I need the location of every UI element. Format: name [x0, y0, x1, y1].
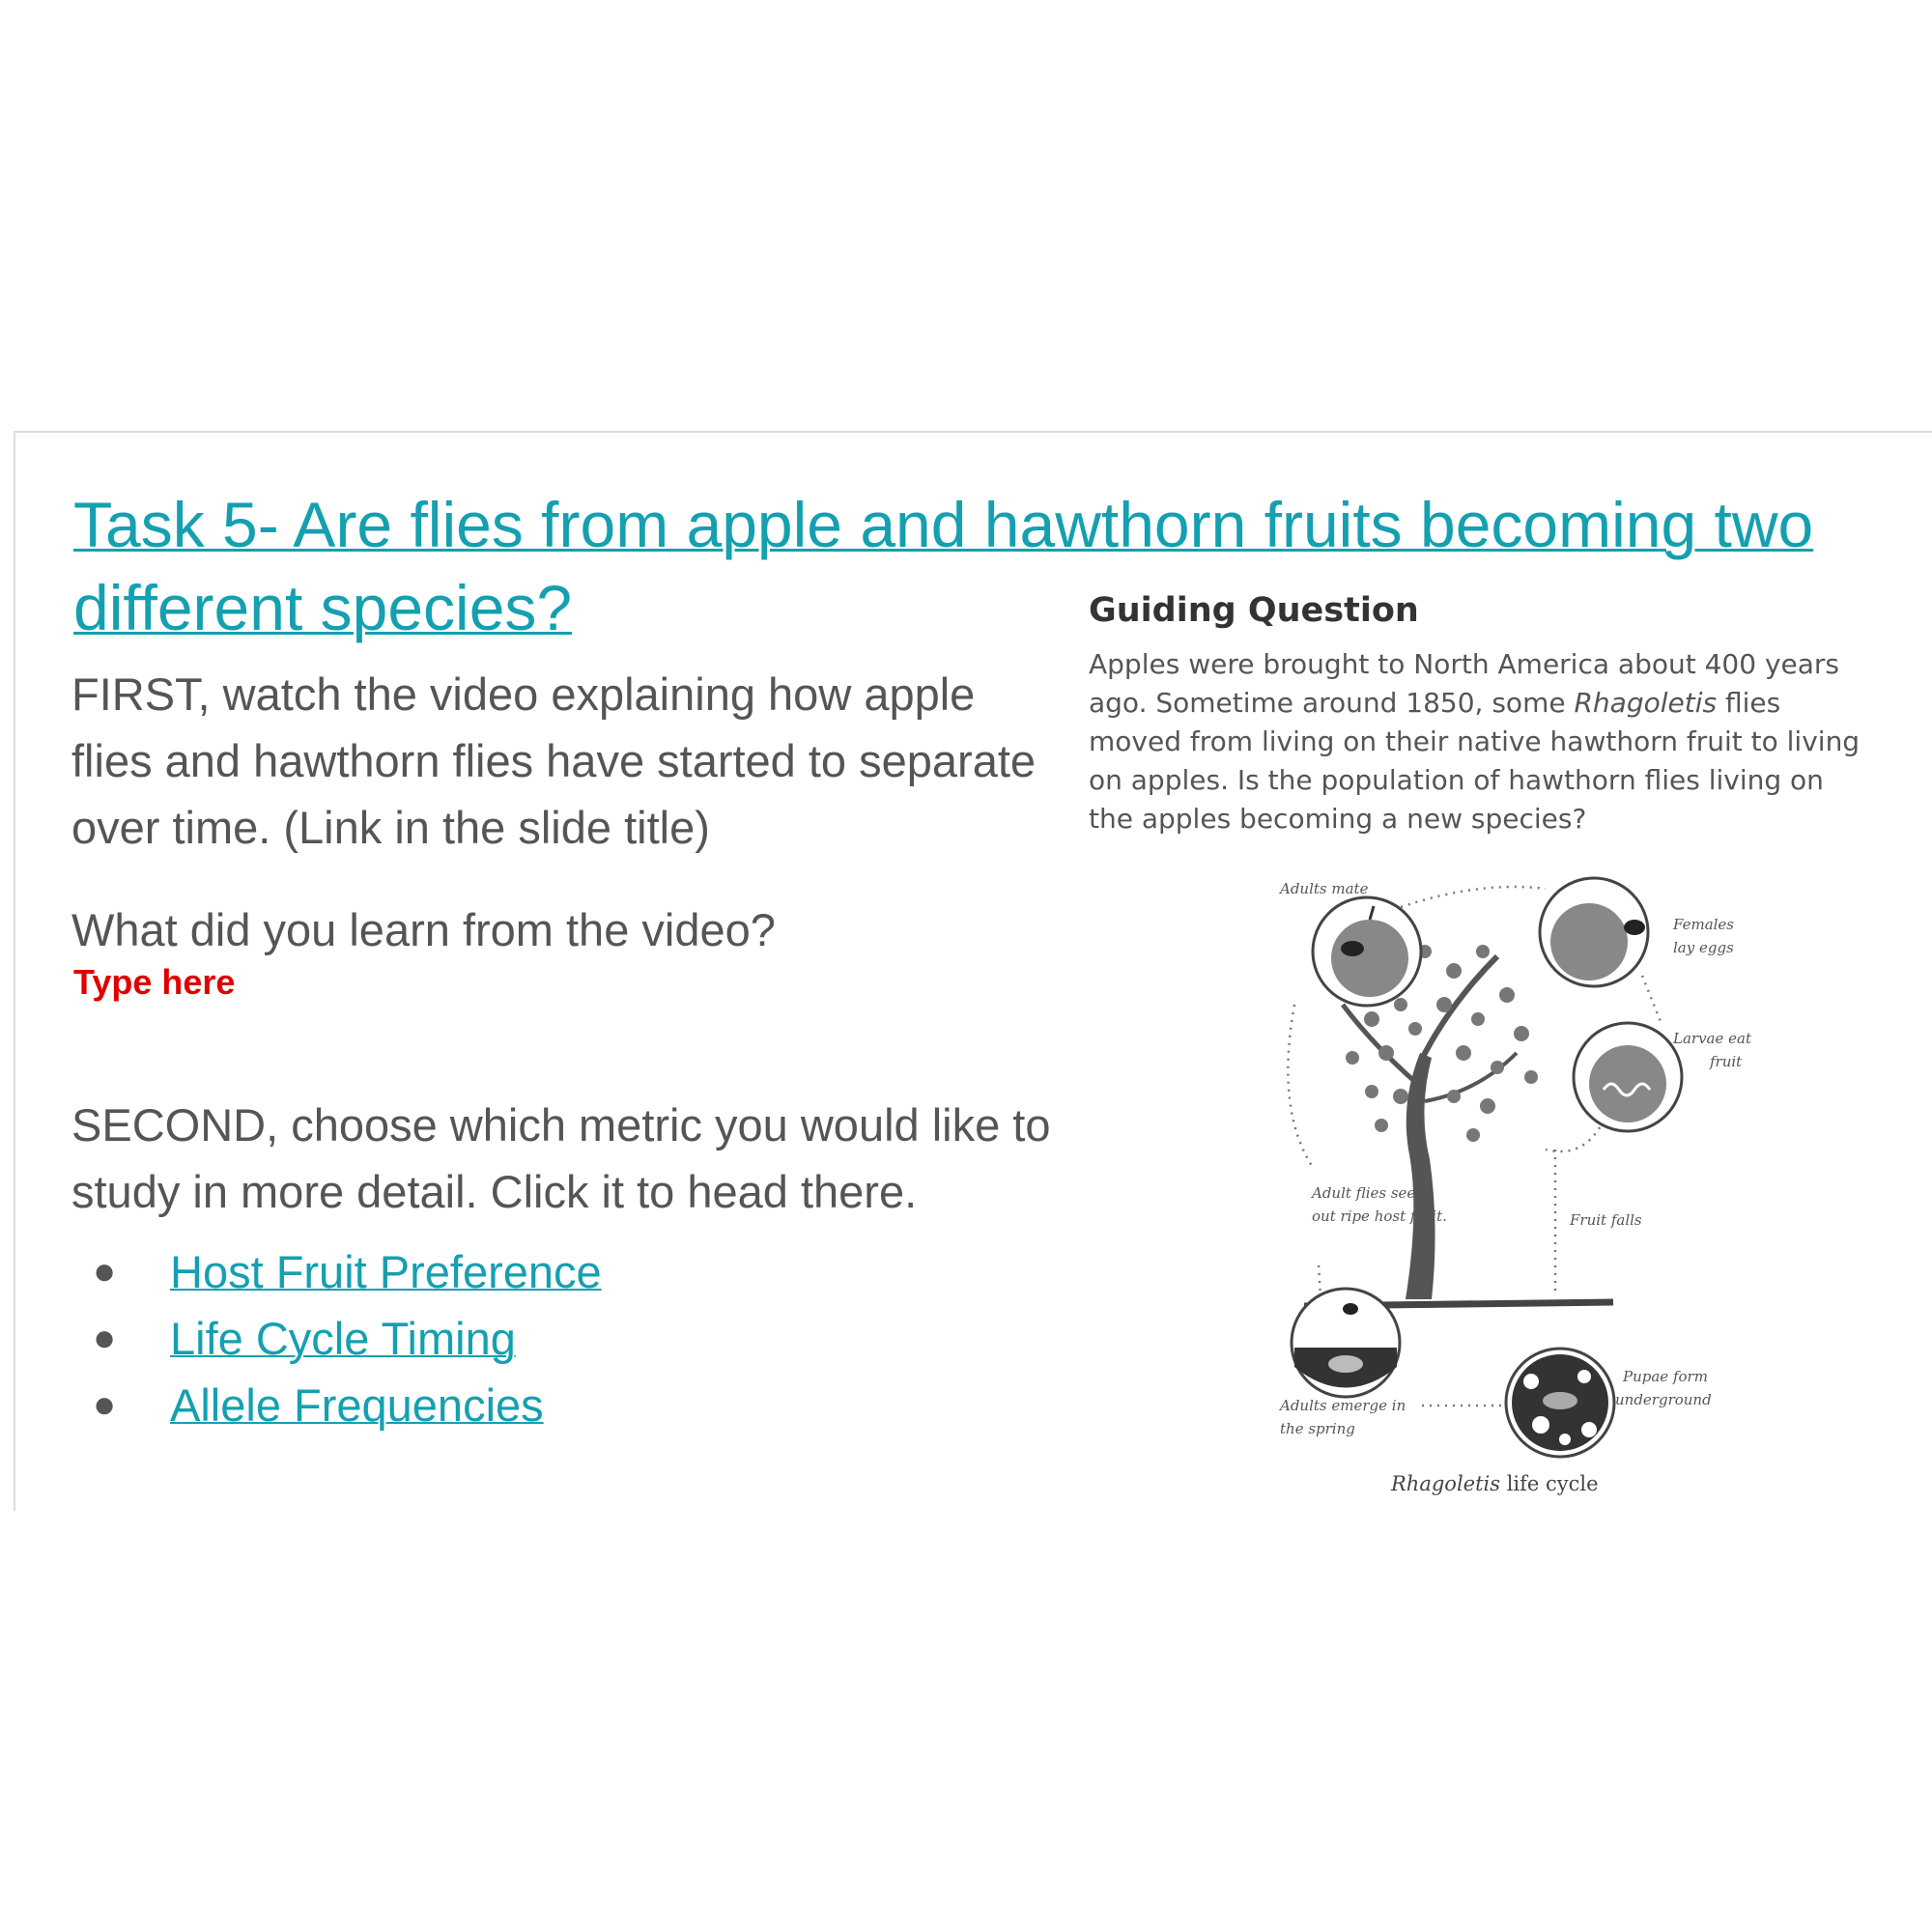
- larvae-eat-fruit-circle: [1574, 1023, 1682, 1131]
- video-question: What did you learn from the video?: [71, 904, 776, 955]
- metric-link-life-cycle-timing[interactable]: Life Cycle Timing: [170, 1313, 516, 1364]
- guiding-question-heading: Guiding Question: [1089, 591, 1419, 630]
- bullet-icon: ●: [93, 1317, 117, 1359]
- label-adults-emerge-1: Adults emerge in: [1280, 1397, 1406, 1414]
- bullet-icon: ●: [93, 1250, 117, 1293]
- first-instruction: FIRST, watch the video explaining how apple flies and hawthorn flies have started to separate over time. (Link in the slide title): [71, 668, 1037, 853]
- label-pupae-form-2: underground: [1615, 1391, 1712, 1408]
- list-item: [93, 1305, 602, 1372]
- list-item: [93, 1372, 602, 1438]
- rhagoletis-life-cycle-diagram: [1256, 860, 1758, 1517]
- answer-input-placeholder[interactable]: Type here: [73, 962, 236, 1002]
- adults-emerge-circle: [1292, 1289, 1400, 1397]
- list-item: [93, 1238, 602, 1305]
- label-larvae-eat-1: Larvae eat: [1673, 1030, 1751, 1047]
- label-pupae-form-1: Pupae form: [1623, 1368, 1708, 1385]
- guiding-text-genus: Rhagoletis: [1574, 687, 1718, 719]
- guiding-text-part1: Apples were brought to North America about 400 years ago. Sometime around 1850, some: [1089, 648, 1839, 719]
- label-adults-emerge-2: the spring: [1280, 1420, 1355, 1437]
- adults-mate-circle: [1313, 897, 1421, 1006]
- females-lay-eggs-circle: [1540, 878, 1648, 986]
- label-females-lay-eggs-2: lay eggs: [1673, 939, 1734, 956]
- slide-title-link[interactable]: Task 5- Are flies from apple and hawthorn fruits becoming two different species?: [73, 489, 1814, 643]
- diagram-caption: [1390, 1472, 1599, 1495]
- label-adult-flies-seek-2: out ripe host fruit.: [1312, 1208, 1447, 1225]
- pupae-form-circle: [1506, 1349, 1614, 1457]
- metric-link-allele-frequencies[interactable]: Allele Frequencies: [170, 1379, 544, 1431]
- label-adult-flies-seek-1: Adult flies seek: [1312, 1184, 1425, 1202]
- second-instruction: SECOND, choose which metric you would like to study in more detail. Click it to head there.: [71, 1099, 1051, 1217]
- label-adults-mate: Adults mate: [1280, 880, 1369, 897]
- label-fruit-falls: Fruit falls: [1570, 1211, 1642, 1229]
- label-females-lay-eggs-1: Females: [1673, 916, 1735, 933]
- guiding-text-part2: flies moved from living on their native hawthorn fruit to living on apples. Is the population of hawthorn flies living on the apples becoming a new species?: [1089, 687, 1861, 835]
- metric-links-list: [93, 1238, 602, 1438]
- caption-rest: life cycle: [1500, 1472, 1599, 1495]
- guiding-question-text: [1089, 645, 1861, 838]
- label-larvae-eat-2: fruit: [1710, 1053, 1743, 1070]
- metric-link-host-fruit-preference[interactable]: Host Fruit Preference: [170, 1246, 602, 1297]
- bullet-icon: ●: [93, 1383, 117, 1426]
- caption-genus: Rhagoletis: [1391, 1472, 1501, 1495]
